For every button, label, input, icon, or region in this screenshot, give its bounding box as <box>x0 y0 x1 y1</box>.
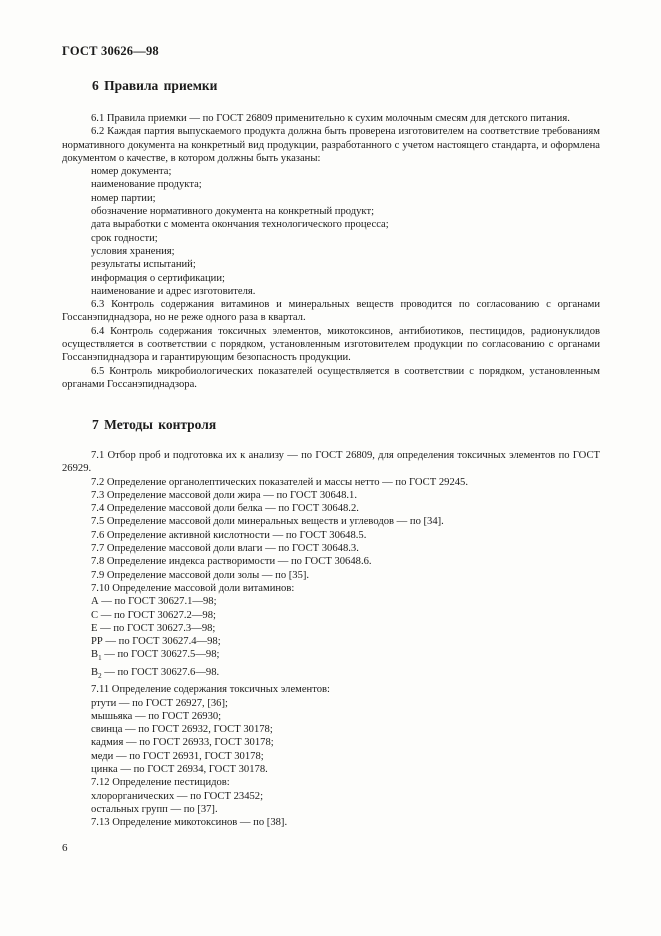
list-item: 7.2 Определение органолептических показателей и массы нетто — по ГОСТ 29245. <box>91 476 468 488</box>
document-header: ГОСТ 30626—98 <box>62 44 159 58</box>
list-item: ртути — по ГОСТ 26927, [36]; <box>91 697 228 709</box>
list-item-vitamin-b2 <box>62 666 600 683</box>
vitamin-subscript: 1 <box>98 654 102 663</box>
list-item: свинца — по ГОСТ 26932, ГОСТ 30178; <box>91 724 273 736</box>
paragraph-6-5: 6.5 Контроль микробиологических показателей осуществляется в соответствии с порядком, установленным органами Госсанэпиднадзора. <box>62 365 600 390</box>
list-item: остальных групп — по [37]. <box>91 803 218 815</box>
list-item: Е — по ГОСТ 30627.3—98; <box>91 622 216 634</box>
list-item: 7.9 Определение массовой доли золы — по [35]. <box>91 569 310 581</box>
list-item: цинка — по ГОСТ 26934, ГОСТ 30178. <box>91 764 268 776</box>
list-item: меди — по ГОСТ 26931, ГОСТ 30178; <box>91 750 264 762</box>
vitamin-letter: B <box>91 666 99 678</box>
section-7-body <box>62 449 600 830</box>
list-item: кадмия — по ГОСТ 26933, ГОСТ 30178; <box>91 737 274 749</box>
list-item: 7.7 Определение массовой доли влаги — по ГОСТ 30648.3. <box>91 543 359 555</box>
section-6-title: 6 Правила приемки <box>92 78 218 93</box>
list-item: 7.6 Определение активной кислотности — по ГОСТ 30648.5. <box>91 529 367 541</box>
list-item: номер партии; <box>91 192 156 204</box>
list-item: РР — по ГОСТ 30627.4—98; <box>91 636 221 648</box>
list-item: наименование продукта; <box>91 179 202 191</box>
list-item: С — по ГОСТ 30627.2—98; <box>91 609 216 621</box>
list-item-vitamin-b1 <box>62 648 600 665</box>
list-item: информация о сертификации; <box>91 272 225 284</box>
vitamin-method: — по ГОСТ 30627.6—98. <box>101 666 220 678</box>
list-item: дата выработки с момента окончания технологического процесса; <box>91 219 389 231</box>
list-item: 7.11 Определение содержания токсичных элементов: <box>91 684 330 696</box>
list-item: 7.3 Определение массовой доли жира — по ГОСТ 30648.1. <box>91 489 357 501</box>
list-item: результаты испытаний; <box>91 259 196 271</box>
list-item: А — по ГОСТ 30627.1—98; <box>91 596 217 608</box>
list-item: наименование и адрес изготовителя. <box>91 285 256 297</box>
list-item: 7.12 Определение пестицидов: <box>91 777 230 789</box>
list-item: условия хранения; <box>91 245 175 257</box>
vitamin-letter: B <box>91 649 99 661</box>
section-7-title: 7 Методы контроля <box>92 417 217 432</box>
vitamin-method: — по ГОСТ 30627.5—98; <box>101 649 220 661</box>
list-item: 7.13 Определение микотоксинов — по [38]. <box>91 817 288 829</box>
paragraph-6-2: 6.2 Каждая партия выпускаемого продукта должна быть проверена изготовителем на соответствие требованиям нормативного документа на конкретный вид продукции, разработанного с учетом настоящего стандарта, и оформлена документом о качестве, в котором должны быть указаны: <box>62 126 600 164</box>
paragraph-6-4: 6.4 Контроль содержания токсичных элементов, микотоксинов, антибиотиков, пестицидов, радионуклидов осуществляется в соответствии с порядком, установленным изготовителем продукции по согласованию с органами Госсанэпиднадзора и гарантирующим безопасность продукции. <box>62 325 600 364</box>
list-item: 7.4 Определение массовой доли белка — по ГОСТ 30648.2. <box>91 503 359 515</box>
paragraph-6-3: 6.3 Контроль содержания витаминов и минеральных веществ проводится по согласованию с органами Госсанэпиднадзора, но не реже одного раза в квартал. <box>62 299 600 324</box>
list-item: 7.5 Определение массовой доли минеральных веществ и углеводов — по [34]. <box>91 516 444 528</box>
section-6-body <box>62 112 600 391</box>
list-item: срок годности; <box>91 232 158 244</box>
list-item: мышьяка — по ГОСТ 26930; <box>91 710 222 722</box>
paragraph-6-1: 6.1 Правила приемки — по ГОСТ 26809 применительно к сухим молочным смесям для детского питания. <box>91 113 570 124</box>
vitamin-subscript: 2 <box>98 671 102 680</box>
paragraph-7-1: 7.1 Отбор проб и подготовка их к анализу — по ГОСТ 26809, для определения токсичных элементов по ГОСТ 26929. <box>62 450 600 475</box>
list-item: 7.8 Определение индекса растворимости — по ГОСТ 30648.6. <box>91 556 372 568</box>
page-number: 6 <box>62 842 68 854</box>
list-item: обозначение нормативного документа на конкретный продукт; <box>91 206 375 218</box>
list-item: хлорорганических — по ГОСТ 23452; <box>91 790 264 802</box>
list-item: номер документа; <box>91 166 172 178</box>
list-item: 7.10 Определение массовой доли витаминов: <box>91 582 295 594</box>
